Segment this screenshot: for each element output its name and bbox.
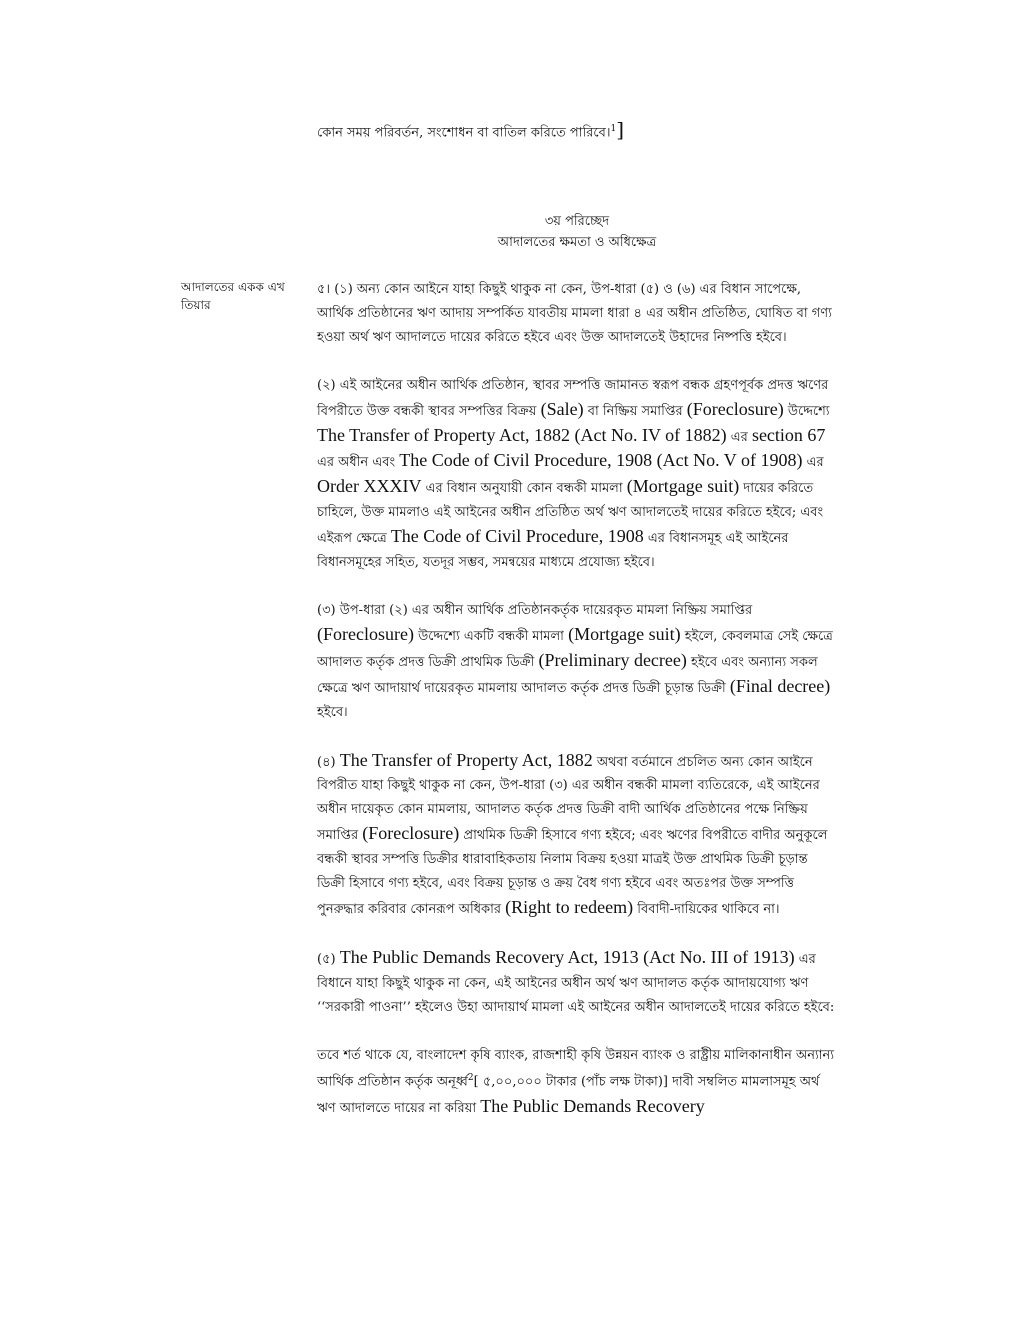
english-term: The Code of Civil Procedure, 1908 — [390, 526, 644, 547]
closing-bracket: ] — [616, 117, 625, 142]
english-term: The Public Demands Recovery — [480, 1095, 705, 1116]
continuation-text: কোন সময় পরিবর্তন, সংশোধন বা বাতিল করিতে পারিবে। — [317, 125, 611, 141]
text-run: এর বিধানে যাহা কিছুই থাকুক না কেন, এই আইনের অধীন অর্থ ঋণ আদালত কর্তৃক আদায়যোগ্য ঋণ ‘‘সরকারী পাওনা’’ হইলেও উহা আদায়ার্থ মামলা এই আইনের অধীন আদালতেই দায়ের করিতে হইবে: — [317, 951, 835, 1015]
text-run: এর — [730, 429, 748, 445]
text-run: এর অধীন এবং — [317, 455, 396, 471]
subsection-5 — [317, 946, 839, 1020]
chapter-heading — [317, 211, 837, 253]
english-term: (Foreclosure) — [317, 623, 414, 644]
text-run: উদ্দেশ্যে একটি বন্ধকী মামলা — [418, 628, 564, 644]
english-term: The Transfer of Property Act, 1882 (Act No. IV of 1882) — [317, 424, 727, 445]
text-run: বা নিষ্ক্রিয় সমাপ্তির — [587, 403, 683, 419]
subsection-3 — [317, 599, 839, 725]
text-run: হইবে। — [317, 704, 348, 720]
text-run: (৩) উপ-ধারা (২) এর অধীন আর্থিক প্রতিষ্ঠানকর্তৃক দায়েরকৃত মামলা নিষ্ক্রিয় সমাপ্তির — [317, 602, 753, 618]
text-run: দায়ের করিতে চাহিলে, উক্ত মামলাও এই আইনের অধীন প্রতিষ্ঠিত অর্থ ঋণ আদালতেই দায়ের করিতে হইবে; এবং এইরূপ ক্ষেত্রে — [317, 481, 824, 547]
subsection-4 — [317, 749, 839, 922]
text-run: এর — [806, 455, 824, 471]
margin-note: আদালতের একক এখ তিয়ার — [181, 280, 285, 312]
text-run: তবে শর্ত থাকে যে, বাংলাদেশ কৃষি ব্যাংক, রাজশাহী কৃষি উন্নয়ন ব্যাংক ও রাষ্ট্রীয় মালিকানাধীন অন্যান্য আর্থিক প্রতিষ্ঠান কর্তৃক অনূর্ধ্ব — [317, 1047, 835, 1090]
english-term: The Transfer of Property Act, 1882 — [339, 749, 593, 770]
english-term: section 67 — [751, 424, 826, 445]
text-run: প্রাথমিক ডিক্রী হিসাবে গণ্য হইবে; এবং ঋণের বিপরীতে বাদীর অনুকূলে বন্ধকী স্থাবর সম্পত্তি ডিক্রীর ধারাবাহিকতায় নিলাম বিক্রয় হওয়া মাত্রই উক্ত প্রাথমিক ডিক্রী চূড়ান্ত ডিক্রী হিসাবে গণ্য হইবে, এবং বিক্রয় চূড়ান্ত ও ক্রয় বৈধ গণ্য হইবে এবং অতঃপর উক্ত সম্পত্তি পুনরুদ্ধার করিবার কোনরূপ অধিকার — [317, 828, 828, 917]
section-5-body — [317, 278, 839, 1145]
english-term: The Public Demands Recovery Act, 1913 (Act No. III of 1913) — [339, 946, 795, 967]
text-run: হইলে, কেবলমাত্র সেই ক্ষেত্রে আদালত কর্তৃক প্রদত্ত ডিক্রী প্রাথমিক ডিক্রী — [317, 628, 833, 670]
english-term: (Foreclosure) — [686, 398, 784, 419]
text-run: (২) এই আইনের অধীন আর্থিক প্রতিষ্ঠান, স্থাবর সম্পত্তি জামানত স্বরূপ বন্ধক গ্রহণপূর্বক প্রদত্ত ঋণের বিপরীতে উক্ত বন্ধকী স্থাবর সম্পত্তির বিক্রয় — [317, 377, 829, 419]
subsection-1 — [317, 278, 839, 350]
english-term: (Foreclosure) — [362, 823, 460, 844]
text-run: অথবা বর্তমানে প্রচলিত অন্য কোন আইনে বিপরীত যাহা কিছুই থাকুক না কেন, উপ-ধারা (৩) এর অধীন বন্ধকী মামলা ব্যতিরেকে, এই আইনের অধীন দায়েকৃত কোন মামলায়, আদালত কর্তৃক প্রদত্ত ডিক্রী বাদী আর্থিক প্রতিষ্ঠানের পক্ষে নিষ্ক্রিয় সমাপ্তির — [317, 754, 820, 844]
english-term: (Sale) — [540, 398, 584, 419]
text-run: হইবে এবং অন্যান্য সকল ক্ষেত্রে ঋণ আদায়ার্থ দায়েরকৃত মামলায় আদালত কর্তৃক প্রদত্ত ডিক্রী চূড়ান্ত ডিক্রী — [317, 654, 818, 696]
text-run: এর বিধান অনুযায়ী কোন বন্ধকী মামলা — [425, 481, 623, 497]
text-run: উদ্দেশ্যে — [787, 403, 830, 419]
footnote-ref-2[interactable]: 2 — [467, 1073, 474, 1084]
english-term: (Mortgage suit) — [626, 476, 740, 497]
english-term: The Code of Civil Procedure, 1908 (Act No. V of 1908) — [399, 450, 803, 471]
proviso — [317, 1044, 839, 1121]
subsection-2 — [317, 374, 839, 575]
subsection-1-text: ৫। (১) অন্য কোন আইনে যাহা কিছুই থাকুক না কেন, উপ-ধারা (৫) ও (৬) এর বিধান সাপেক্ষে, আর্থিক প্রতিষ্ঠানের ঋণ আদায় সম্পর্কিত যাবতীয় মামলা ধারা ৪ এর অধীন প্রতিষ্ঠিত, ঘোষিত বা গণ্য হওয়া অর্থ ঋণ আদালতে দায়ের করিতে হইবে এবং উক্ত আদালতেই উহাদের নিষ্পত্তি হইবে। — [317, 282, 832, 345]
english-term: (Mortgage suit) — [568, 623, 681, 644]
english-term: (Right to redeem) — [505, 896, 634, 917]
text-run: (৪) — [317, 754, 336, 770]
chapter-number: ৩য় পরিচ্ছেদ — [544, 214, 610, 229]
footnote-ref-1[interactable]: 1 — [610, 124, 617, 134]
chapter-title: আদালতের ক্ষমতা ও অধিক্ষেত্র — [497, 235, 657, 250]
english-term: (Preliminary decree) — [538, 649, 687, 670]
text-run: (৫) — [317, 951, 336, 967]
text-run: এর বিধানসমূহ এই আইনের বিধানসমূহের সহিত, যতদূর সম্ভব, সমন্বয়ের মাধ্যমে প্রযোজ্য হইবে। — [317, 531, 789, 571]
english-term: (Final decree) — [729, 675, 831, 696]
continuation-line — [317, 118, 847, 144]
text-run: [ ৫,০০,০০০ টাকার (পাঁচ লক্ষ টাকা)] দাবী সম্বলিত মামলাসমূহ অর্থ ঋণ আদালতে দায়ের না করিয়া — [317, 1074, 820, 1116]
text-run: বিবাদী-দায়িকের থাকিবে না। — [637, 901, 780, 917]
english-term: Order XXXIV — [317, 476, 422, 497]
